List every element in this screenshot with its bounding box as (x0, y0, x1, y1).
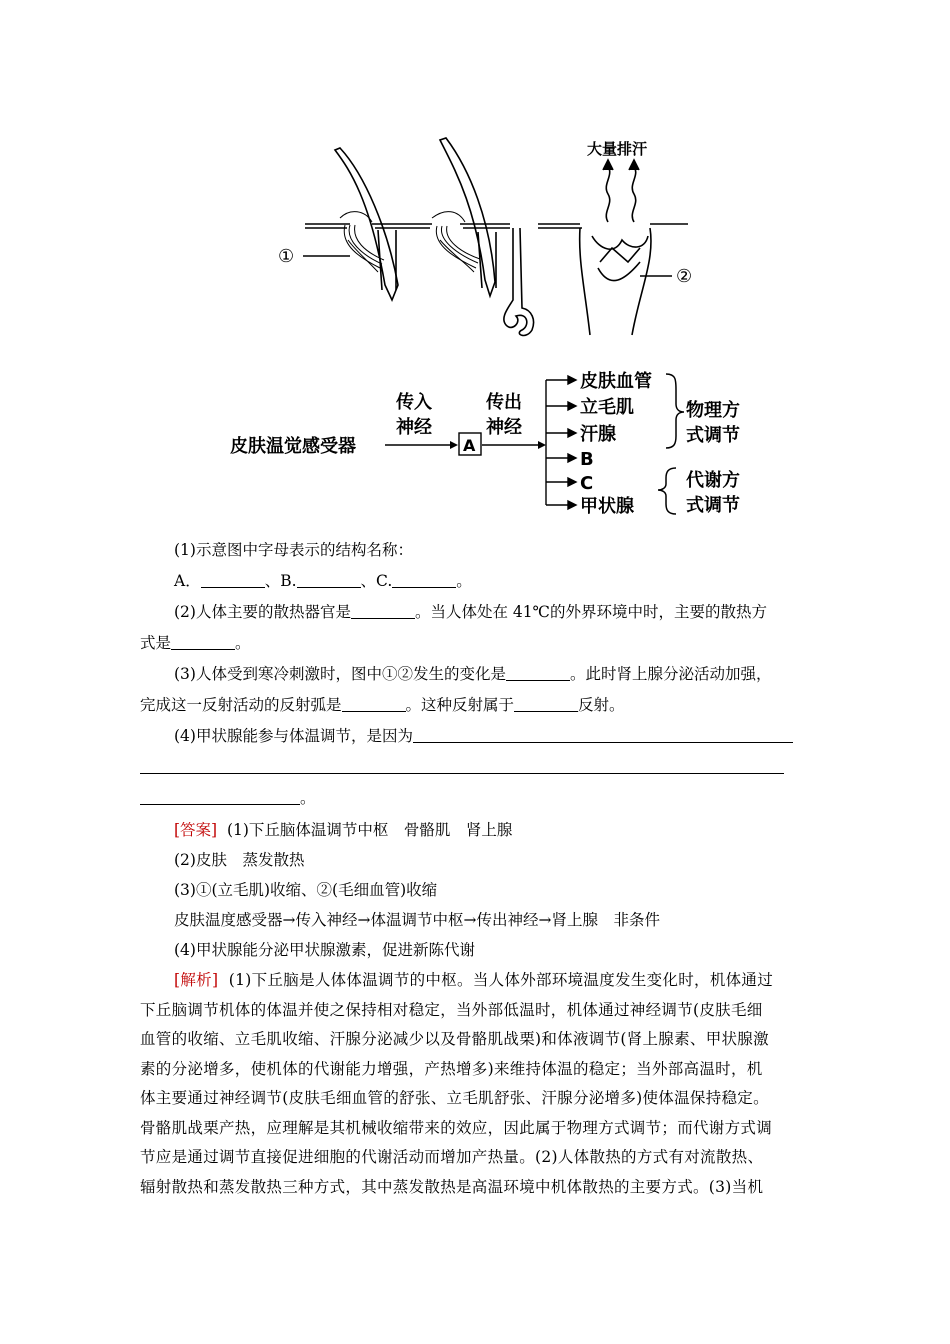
blank-q4-line1[interactable] (413, 726, 793, 743)
thermoregulation-figure (0, 0, 950, 530)
efferent-top: 传出 (486, 392, 522, 413)
afferent-top: 传入 (396, 392, 432, 413)
analysis-line-5: 体主要通过神经调节(皮肤毛细血管的舒张、立毛肌舒张、汗腺分泌增多)使体温保持稳定。 (140, 1089, 769, 1107)
question-block (140, 535, 812, 814)
target-sweat-gland: 汗腺 (580, 424, 616, 445)
question-4-line2 (140, 752, 812, 783)
answer-3: (3)①(立毛肌)收缩、②(毛细血管)收缩 (174, 881, 438, 899)
analysis-line-8: 辐射散热和蒸发散热三种方式，其中蒸发散热是高温环境中机体散热的主要方式。(3)当机 (140, 1177, 764, 1196)
hair-2 (440, 138, 495, 296)
metabolic-label-1: 代谢方 (686, 470, 740, 491)
analysis-line-7: 节应是通过调节直接促进细胞的代谢活动而增加产热量。(2)人体散热的方式有对流散热、 (140, 1148, 764, 1166)
analysis-line-2: 下丘脑调节机体的体温并使之保持相对稳定，当外部低温时，机体通过神经调节(皮肤毛细 (140, 1000, 763, 1019)
analysis-tag: [解析] (174, 971, 219, 989)
blank-q3-arc[interactable] (342, 695, 406, 712)
blank-q3-change[interactable] (506, 664, 570, 681)
arrector-pili-muscle-1 (340, 212, 384, 272)
question-4-line3: 。 (140, 783, 812, 814)
analysis-line-4: 素的分泌增多，使机体的代谢能力增强，产热增多)来维持体温的稳定；当外部高温时，机 (140, 1059, 763, 1078)
answer-4: (4)甲状腺能分泌甲状腺激素，促进新陈代谢 (174, 941, 475, 959)
question-1-blanks: A． 、B. 、C. 。 (174, 572, 472, 590)
analysis-line-3: 血管的收缩、立毛肌收缩、汗腺分泌减少以及骨骼肌战栗)和体液调节(肾上腺素、甲状腺激 (140, 1030, 769, 1048)
metabolic-brace (658, 468, 676, 514)
blank-c[interactable] (392, 571, 456, 588)
metabolic-label-2: 式调节 (686, 495, 740, 516)
analysis-line-1: [解析] (1)下丘脑是人体体温调节的中枢。当人体外部环境温度发生变化时，机体通过 (174, 971, 774, 989)
blank-q3-type[interactable] (514, 695, 578, 712)
target-thyroid: 甲状腺 (580, 496, 634, 517)
physical-label-1: 物理方 (686, 400, 740, 421)
sweat-arrow-1 (606, 166, 609, 222)
question-1: (1)示意图中字母表示的结构名称： (174, 541, 413, 559)
target-arrector: 立毛肌 (580, 397, 634, 418)
capillary-loop (580, 228, 651, 335)
blank-a[interactable] (201, 571, 265, 588)
flow-source: 皮肤温觉感受器 (230, 436, 356, 457)
answer-3b: 皮肤温度感受器→传入神经→体温调节中枢→传出神经→肾上腺 非条件 (174, 911, 660, 929)
reflex-flowchart (230, 370, 740, 517)
target-skin-vessel: 皮肤血管 (580, 371, 652, 392)
question-2: (2)人体主要的散热器官是 。当人体处在 41℃的外界环境中时，主要的散热方 (174, 603, 767, 621)
sweat-gland-duct (504, 228, 534, 335)
physical-label-2: 式调节 (686, 425, 740, 446)
target-c: C (580, 473, 594, 494)
marker-1: ① (278, 246, 295, 267)
efferent-bottom: 神经 (486, 417, 522, 438)
blank-b[interactable] (297, 571, 361, 588)
branch-arrows (546, 376, 576, 509)
blank-q4-line2[interactable] (140, 757, 784, 774)
question-3-cont: 完成这一反射活动的反射弧是 。这种反射属于 反射。 (140, 696, 625, 714)
afferent-bottom: 神经 (396, 417, 432, 438)
marker-2: ② (676, 266, 693, 287)
answer-1: [答案] (1)下丘脑体温调节中枢 骨骼肌 肾上腺 (174, 821, 513, 839)
sweat-label: 大量排汗 (587, 140, 648, 158)
analysis-line-6: 骨骼肌战栗产热，应理解是其机械收缩带来的效应，因此属于物理方式调节；而代谢方式调 (140, 1118, 773, 1137)
blank-q4-line3[interactable] (140, 788, 300, 805)
analysis-block (140, 966, 812, 1202)
skin-diagram (303, 138, 688, 335)
answer-tag: [答案] (174, 821, 218, 839)
blank-q2-organ[interactable] (351, 602, 415, 619)
target-b: B (580, 449, 594, 470)
question-4: (4)甲状腺能参与体温调节，是因为 (140, 721, 812, 752)
question-2-cont: 式是 。 (140, 634, 251, 652)
blank-q2-method[interactable] (171, 633, 235, 650)
answer-block (140, 815, 812, 965)
physical-brace (666, 374, 684, 448)
center-box-label: A (463, 436, 476, 455)
sweat-arrow-2 (632, 166, 635, 222)
answer-2: (2)皮肤 蒸发散热 (174, 851, 305, 869)
question-3: (3)人体受到寒冷刺激时，图中①②发生的变化是 。此时肾上腺分泌活动加强， (174, 665, 772, 683)
